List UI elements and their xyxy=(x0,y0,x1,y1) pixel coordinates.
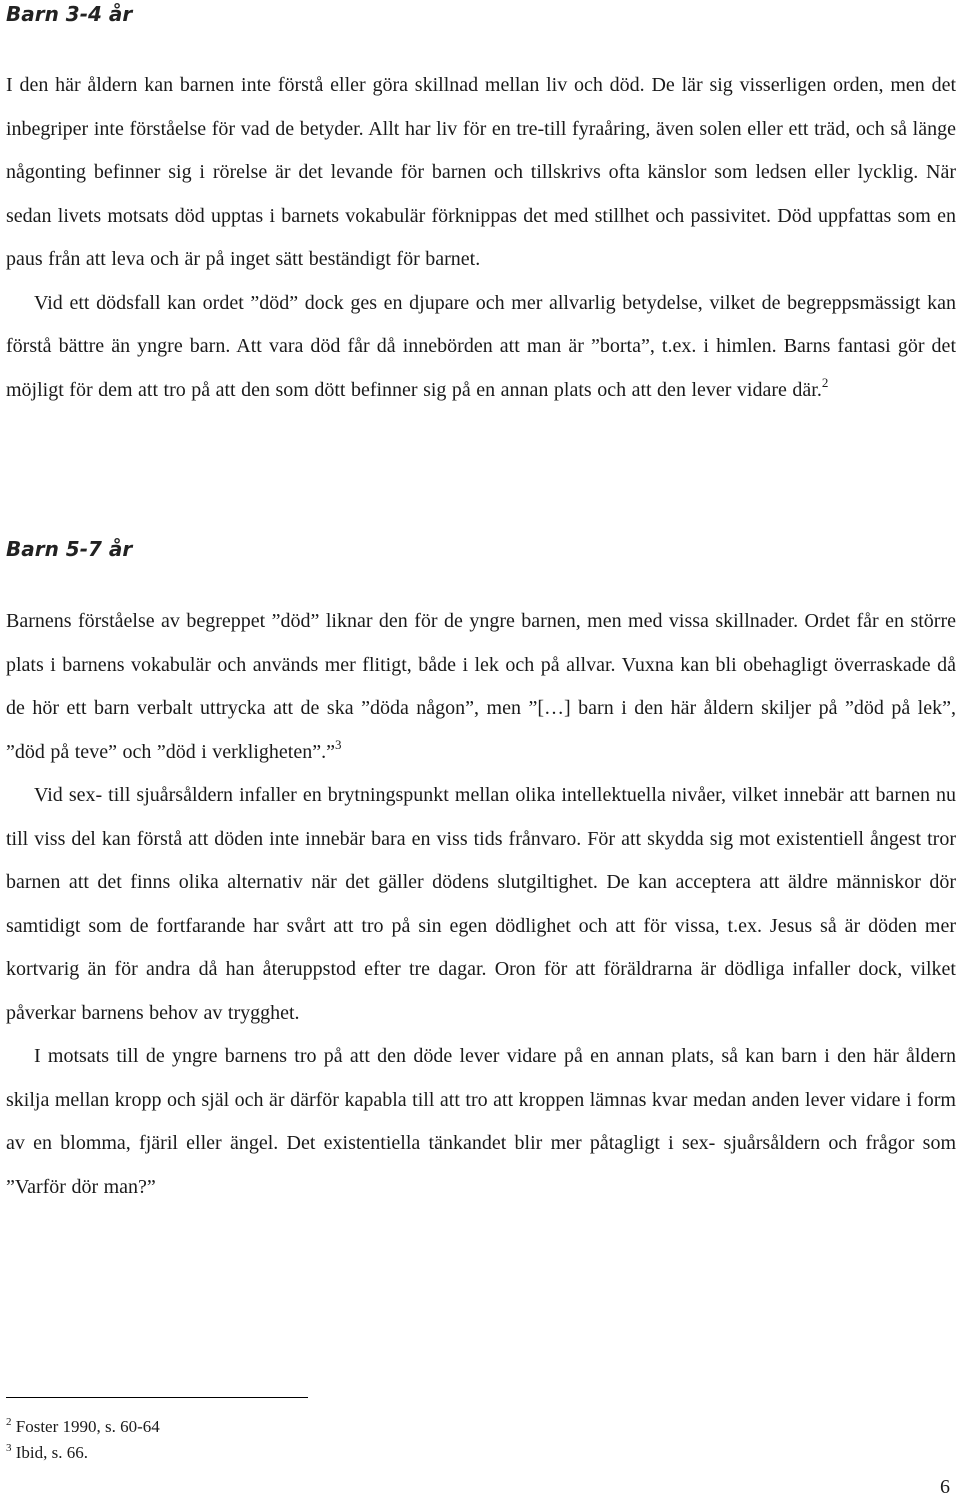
footnote xyxy=(6,1414,160,1440)
paragraph xyxy=(6,1035,956,1209)
footnote-divider xyxy=(6,1397,308,1398)
footnotes xyxy=(6,1414,160,1466)
footnote-reference: 3 xyxy=(334,736,342,752)
footnote-reference: 2 xyxy=(821,374,829,390)
section-heading-barn-5-7: Barn 5-7 år xyxy=(6,537,133,561)
footnote xyxy=(6,1440,160,1466)
section-body-barn-3-4 xyxy=(6,64,956,412)
paragraph-text: Vid sex- till sjuårsåldern infaller en brytningspunkt mellan olika intellektuella nivåer, vilket innebär att barnen nu till viss del kan förstå att döden inte innebär bara en viss tids frånvaro. För att skydda sig mot existentiell ångest tror barnen att det finns olika alternativ när det gäller dödens slutgiltighet. De kan acceptera att äldre människor dör samtidigt som de fortfarande har svårt att tro på sin egen dödlighet och att för vissa, t.ex. Jesus så är döden mer kortvarig än för andra då han återuppstod efter tre dagar. Oron för att föräldrarna är dödliga infaller dock, vilket påverkar barnens behov av trygghet. xyxy=(6,784,956,1024)
paragraph xyxy=(6,282,956,413)
section-body-barn-5-7 xyxy=(6,600,956,1209)
paragraph-text: Vid ett dödsfall kan ordet ”död” dock ges en djupare och mer allvarlig betydelse, vilket de begreppsmässigt kan förstå bättre än yngre barn. Att vara död får då innebörden att man är ”borta”, t.ex. i himlen. Barns fantasi gör det möjligt för dem att tro på att den som dött befinner sig på en annan plats och att den lever vidare där. xyxy=(6,291,956,401)
paragraph-text: Barnens förståelse av begreppet ”död” liknar den för de yngre barnen, men med vissa skillnader. Ordet får en större plats i barnens vokabulär och används mer flitigt, både i lek och på allvar. Vuxna kan bli obehagligt överraskade då de hör ett barn verbalt uttrycka att de ska ”döda någon”, men ”[…] barn i den här åldern skiljer på ”död på lek”, ”död på teve” och ”död i verkligheten”.” xyxy=(6,610,956,763)
section-heading-barn-3-4: Barn 3-4 år xyxy=(6,2,133,26)
footnote-text: Ibid, s. 66. xyxy=(15,1443,88,1462)
paragraph-text: I den här åldern kan barnen inte förstå eller göra skillnad mellan liv och död. De lär sig visserligen orden, men det inbegriper inte förståelse för vad de betyder. Allt har liv för en tre-till fyraåring, även solen eller ett träd, och så länge någonting befinner sig i rörelse är det levande för barnen och tillskrivs ofta känslor som ledsen eller lycklig. När sedan livets motsats död upptas i barnets vokabulär förknippas det med stillhet och passivitet. Död uppfattas som en paus från att leva och är på inget sätt beständigt för barnet. xyxy=(6,74,956,270)
paragraph xyxy=(6,64,956,282)
footnote-number: 3 xyxy=(6,1442,12,1454)
footnote-text: Foster 1990, s. 60-64 xyxy=(15,1417,160,1436)
paragraph xyxy=(6,600,956,774)
page-number: 6 xyxy=(940,1476,950,1498)
footnote-number: 2 xyxy=(6,1416,12,1428)
paragraph-text: I motsats till de yngre barnens tro på att den döde lever vidare på en annan plats, så kan barn i den här åldern skilja mellan kropp och själ och är därför kapabla till att tro att kroppen lämnas kvar medan anden lever vidare i form av en blomma, fjäril eller ängel. Det existentiella tänkandet blir mer påtagligt i sex- sjuårsåldern och frågor som ”Varför dör man?” xyxy=(6,1045,956,1198)
paragraph xyxy=(6,774,956,1035)
